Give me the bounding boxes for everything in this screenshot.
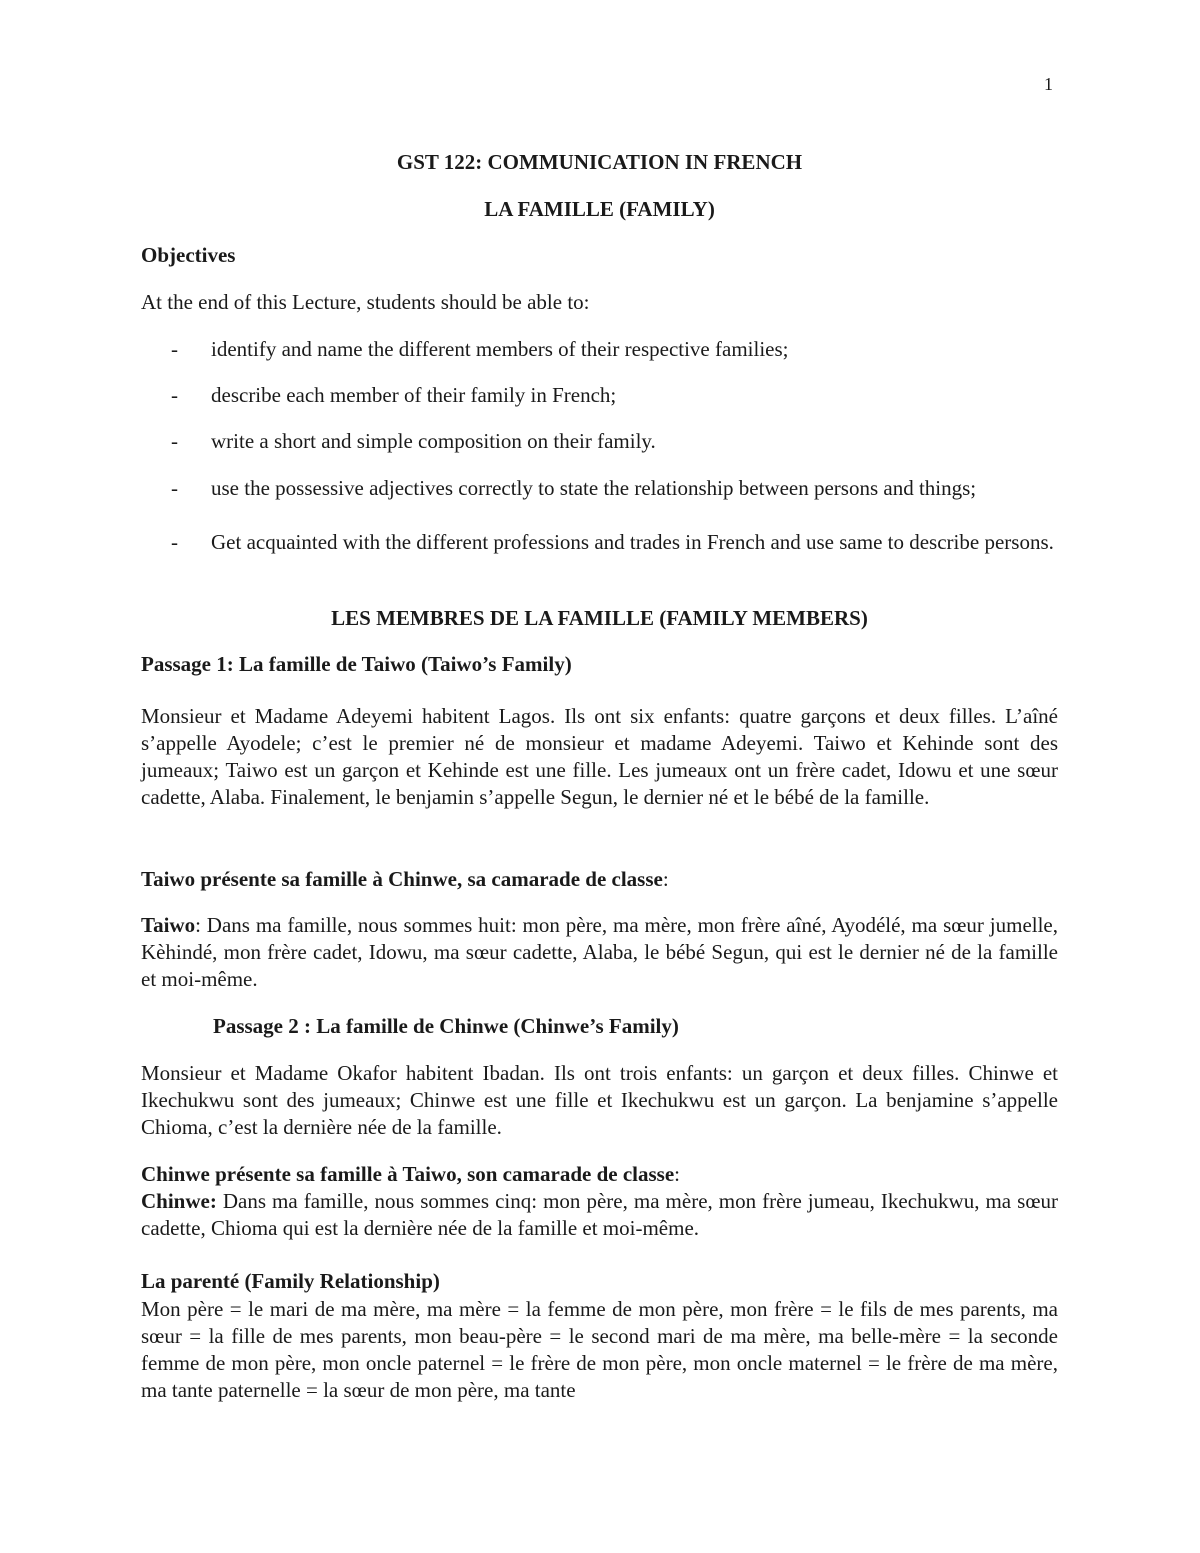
speech-text: Dans ma famille, nous sommes cinq: mon père, ma mère, mon frère jumeau, Ikechukwu, ma sœur cadette, Chioma qui est la dernière née de la famille et moi-même. — [141, 1189, 1058, 1240]
objective-item — [171, 336, 1058, 363]
objective-text: Get acquainted with the different professions and trades in French and use same to describe persons. — [211, 530, 1054, 554]
speaker-name: Taiwo — [141, 913, 196, 937]
parente-text: Mon père = le mari de ma mère, ma mère = la femme de mon père, mon frère = le fils de mes parents, ma sœur = la fille de mes parents, mon beau-père = le second mari de ma mère, ma belle-mère = la seconde femme de mon père, mon oncle paternel = le frère de mon père, mon oncle maternel = le frère de ma mère, ma tante paternelle = la sœur de mon père, ma tante — [141, 1297, 1058, 1402]
speech-text: Dans ma famille, nous sommes huit: mon père, ma mère, mon frère aîné, Ayodélé, ma sœur jumelle, Kèhindé, mon frère cadet, Idowu, ma sœur cadette, Alaba, le bébé Segun, qui est le dernier né de la famille et moi-même. — [141, 913, 1058, 991]
bullet-dash: - — [171, 476, 178, 500]
page-number: 1 — [1044, 74, 1053, 94]
passage2-dialogue — [141, 1188, 1058, 1242]
objective-text: write a short and simple composition on their family. — [211, 429, 656, 453]
objective-item — [171, 529, 1058, 556]
objectives-intro: At the end of this Lecture, students should be able to: — [141, 290, 590, 314]
speaker-name: Chinwe: — [141, 1189, 217, 1213]
bullet-dash: - — [171, 383, 178, 407]
speaker-colon: : — [195, 913, 201, 937]
bullet-dash: - — [171, 429, 178, 453]
bullet-dash: - — [171, 530, 178, 554]
passage2-text: Monsieur et Madame Okafor habitent Ibadan. Ils ont trois enfants: un garçon et deux filles. Chinwe et Ikechukwu sont des jumeaux; Chinwe est une fille et Ikechukwu est un garçon. La benjamine s’appelle Chioma, c’est la dernière née de la famille. — [141, 1061, 1058, 1139]
bullet-dash: - — [171, 337, 178, 361]
passage2-title: Passage 2 : La famille de Chinwe (Chinwe’s Family) — [213, 1014, 679, 1038]
objective-text: use the possessive adjectives correctly to state the relationship between persons and things; — [211, 476, 977, 500]
members-heading: LES MEMBRES DE LA FAMILLE (FAMILY MEMBERS) — [331, 606, 868, 630]
objective-item — [171, 382, 1058, 409]
passage1-title: Passage 1: La famille de Taiwo (Taiwo’s Family) — [141, 652, 572, 676]
presentation-heading-text: Taiwo présente sa famille à Chinwe, sa camarade de classe — [141, 867, 663, 891]
objective-text: describe each member of their family in French; — [211, 383, 617, 407]
lecture-title: LA FAMILLE (FAMILY) — [484, 197, 715, 221]
heading-colon: : — [662, 867, 669, 891]
presentation-heading-text: Chinwe présente sa famille à Taiwo, son camarade de classe — [141, 1162, 675, 1186]
parente-heading: La parenté (Family Relationship) — [141, 1269, 440, 1293]
course-title: GST 122: COMMUNICATION IN FRENCH — [396, 150, 803, 174]
passage1-presentation-heading — [141, 867, 1058, 892]
objectives-heading: Objectives — [141, 243, 236, 267]
objective-text: identify and name the different members of their respective families; — [211, 337, 789, 361]
objective-item — [171, 475, 1058, 502]
passage1-dialogue — [141, 912, 1058, 993]
passage2-presentation-heading — [141, 1162, 1058, 1187]
objective-item — [171, 428, 1058, 455]
passage1-text: Monsieur et Madame Adeyemi habitent Lagos. Ils ont six enfants: quatre garçons et deux filles. L’aîné s’appelle Ayodele; c’est le premier né de monsieur et madame Adeyemi. Taiwo et Kehinde sont des jumeaux; Taiwo est un garçon et Kehinde est une fille. Les jumeaux ont un frère cadet, Idowu et une sœur cadette, Alaba. Finalement, le benjamin s’appelle Segun, le dernier né et le bébé de la famille. — [141, 704, 1058, 809]
heading-colon: : — [674, 1162, 680, 1186]
